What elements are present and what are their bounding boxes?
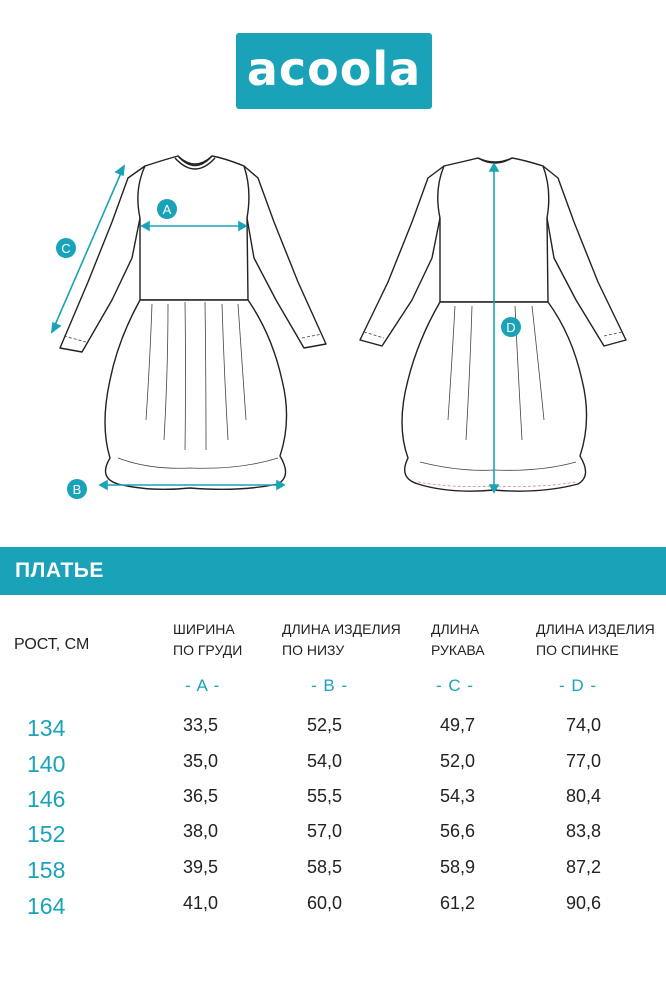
column-header-d-line1: ДЛИНА ИЗДЕЛИЯ	[536, 621, 655, 637]
column-code-c: - C -	[436, 676, 475, 695]
svg-text:A: A	[162, 202, 172, 217]
section-header-band	[0, 547, 666, 595]
column-header-a-line1: ШИРИНА	[173, 621, 235, 637]
table-row	[0, 857, 666, 887]
table-row	[0, 786, 666, 816]
column-header-b-line1: ДЛИНА ИЗДЕЛИЯ	[282, 621, 401, 637]
cell-b: 60,0	[307, 893, 343, 913]
marker-c	[56, 238, 76, 258]
svg-text:B: B	[72, 482, 82, 497]
table-row	[0, 715, 666, 745]
cell-b: 55,5	[307, 786, 343, 806]
dress-back-view	[360, 158, 626, 491]
brand-logo-text: acoola	[246, 42, 422, 96]
dress-measurement-diagram	[0, 140, 666, 510]
column-header-c-line2: РУКАВА	[431, 642, 485, 658]
svg-text:D: D	[506, 320, 516, 335]
row-height: 152	[27, 821, 66, 847]
table-row	[0, 751, 666, 781]
cell-b: 58,5	[307, 857, 343, 877]
column-code-a: - A -	[185, 676, 221, 695]
column-header-d	[536, 619, 655, 661]
cell-d: 87,2	[566, 857, 602, 877]
column-header-d-line2: ПО СПИНКЕ	[536, 642, 619, 658]
brand-logo	[236, 33, 432, 109]
column-header-b-line2: ПО НИЗУ	[282, 642, 345, 658]
cell-c: 49,7	[440, 715, 476, 735]
cell-b: 54,0	[307, 751, 343, 771]
cell-c: 56,6	[440, 821, 476, 841]
table-row	[0, 821, 666, 851]
row-height: 140	[27, 751, 66, 777]
section-title: ПЛАТЬЕ	[15, 559, 104, 582]
svg-text:C: C	[61, 241, 71, 256]
column-header-c	[431, 619, 485, 661]
column-code-b: - B -	[311, 676, 349, 695]
cell-a: 38,0	[183, 821, 219, 841]
cell-c: 54,3	[440, 786, 476, 806]
cell-c: 58,9	[440, 857, 476, 877]
cell-c: 61,2	[440, 893, 476, 913]
row-height: 134	[27, 715, 66, 741]
cell-a: 36,5	[183, 786, 219, 806]
cell-b: 52,5	[307, 715, 343, 735]
table-row	[0, 893, 666, 923]
cell-a: 39,5	[183, 857, 219, 877]
cell-d: 80,4	[566, 786, 602, 806]
cell-b: 57,0	[307, 821, 343, 841]
cell-d: 77,0	[566, 751, 602, 771]
column-header-a	[173, 619, 242, 661]
row-height: 146	[27, 786, 66, 812]
cell-a: 41,0	[183, 893, 219, 913]
cell-d: 83,8	[566, 821, 602, 841]
column-header-c-line1: ДЛИНА	[431, 621, 480, 637]
marker-d	[501, 317, 521, 337]
column-code-d: - D -	[559, 676, 598, 695]
column-header-a-line2: ПО ГРУДИ	[173, 642, 243, 658]
cell-a: 33,5	[183, 715, 219, 735]
row-height: 158	[27, 857, 66, 883]
cell-d: 74,0	[566, 715, 602, 735]
cell-d: 90,6	[566, 893, 602, 913]
marker-b	[67, 479, 87, 499]
marker-a	[157, 199, 177, 219]
cell-c: 52,0	[440, 751, 476, 771]
column-header-b	[282, 619, 401, 661]
height-column-header: РОСТ, СМ	[14, 636, 90, 653]
dress-front-view	[60, 156, 326, 489]
row-height: 164	[27, 893, 66, 919]
cell-a: 35,0	[183, 751, 219, 771]
